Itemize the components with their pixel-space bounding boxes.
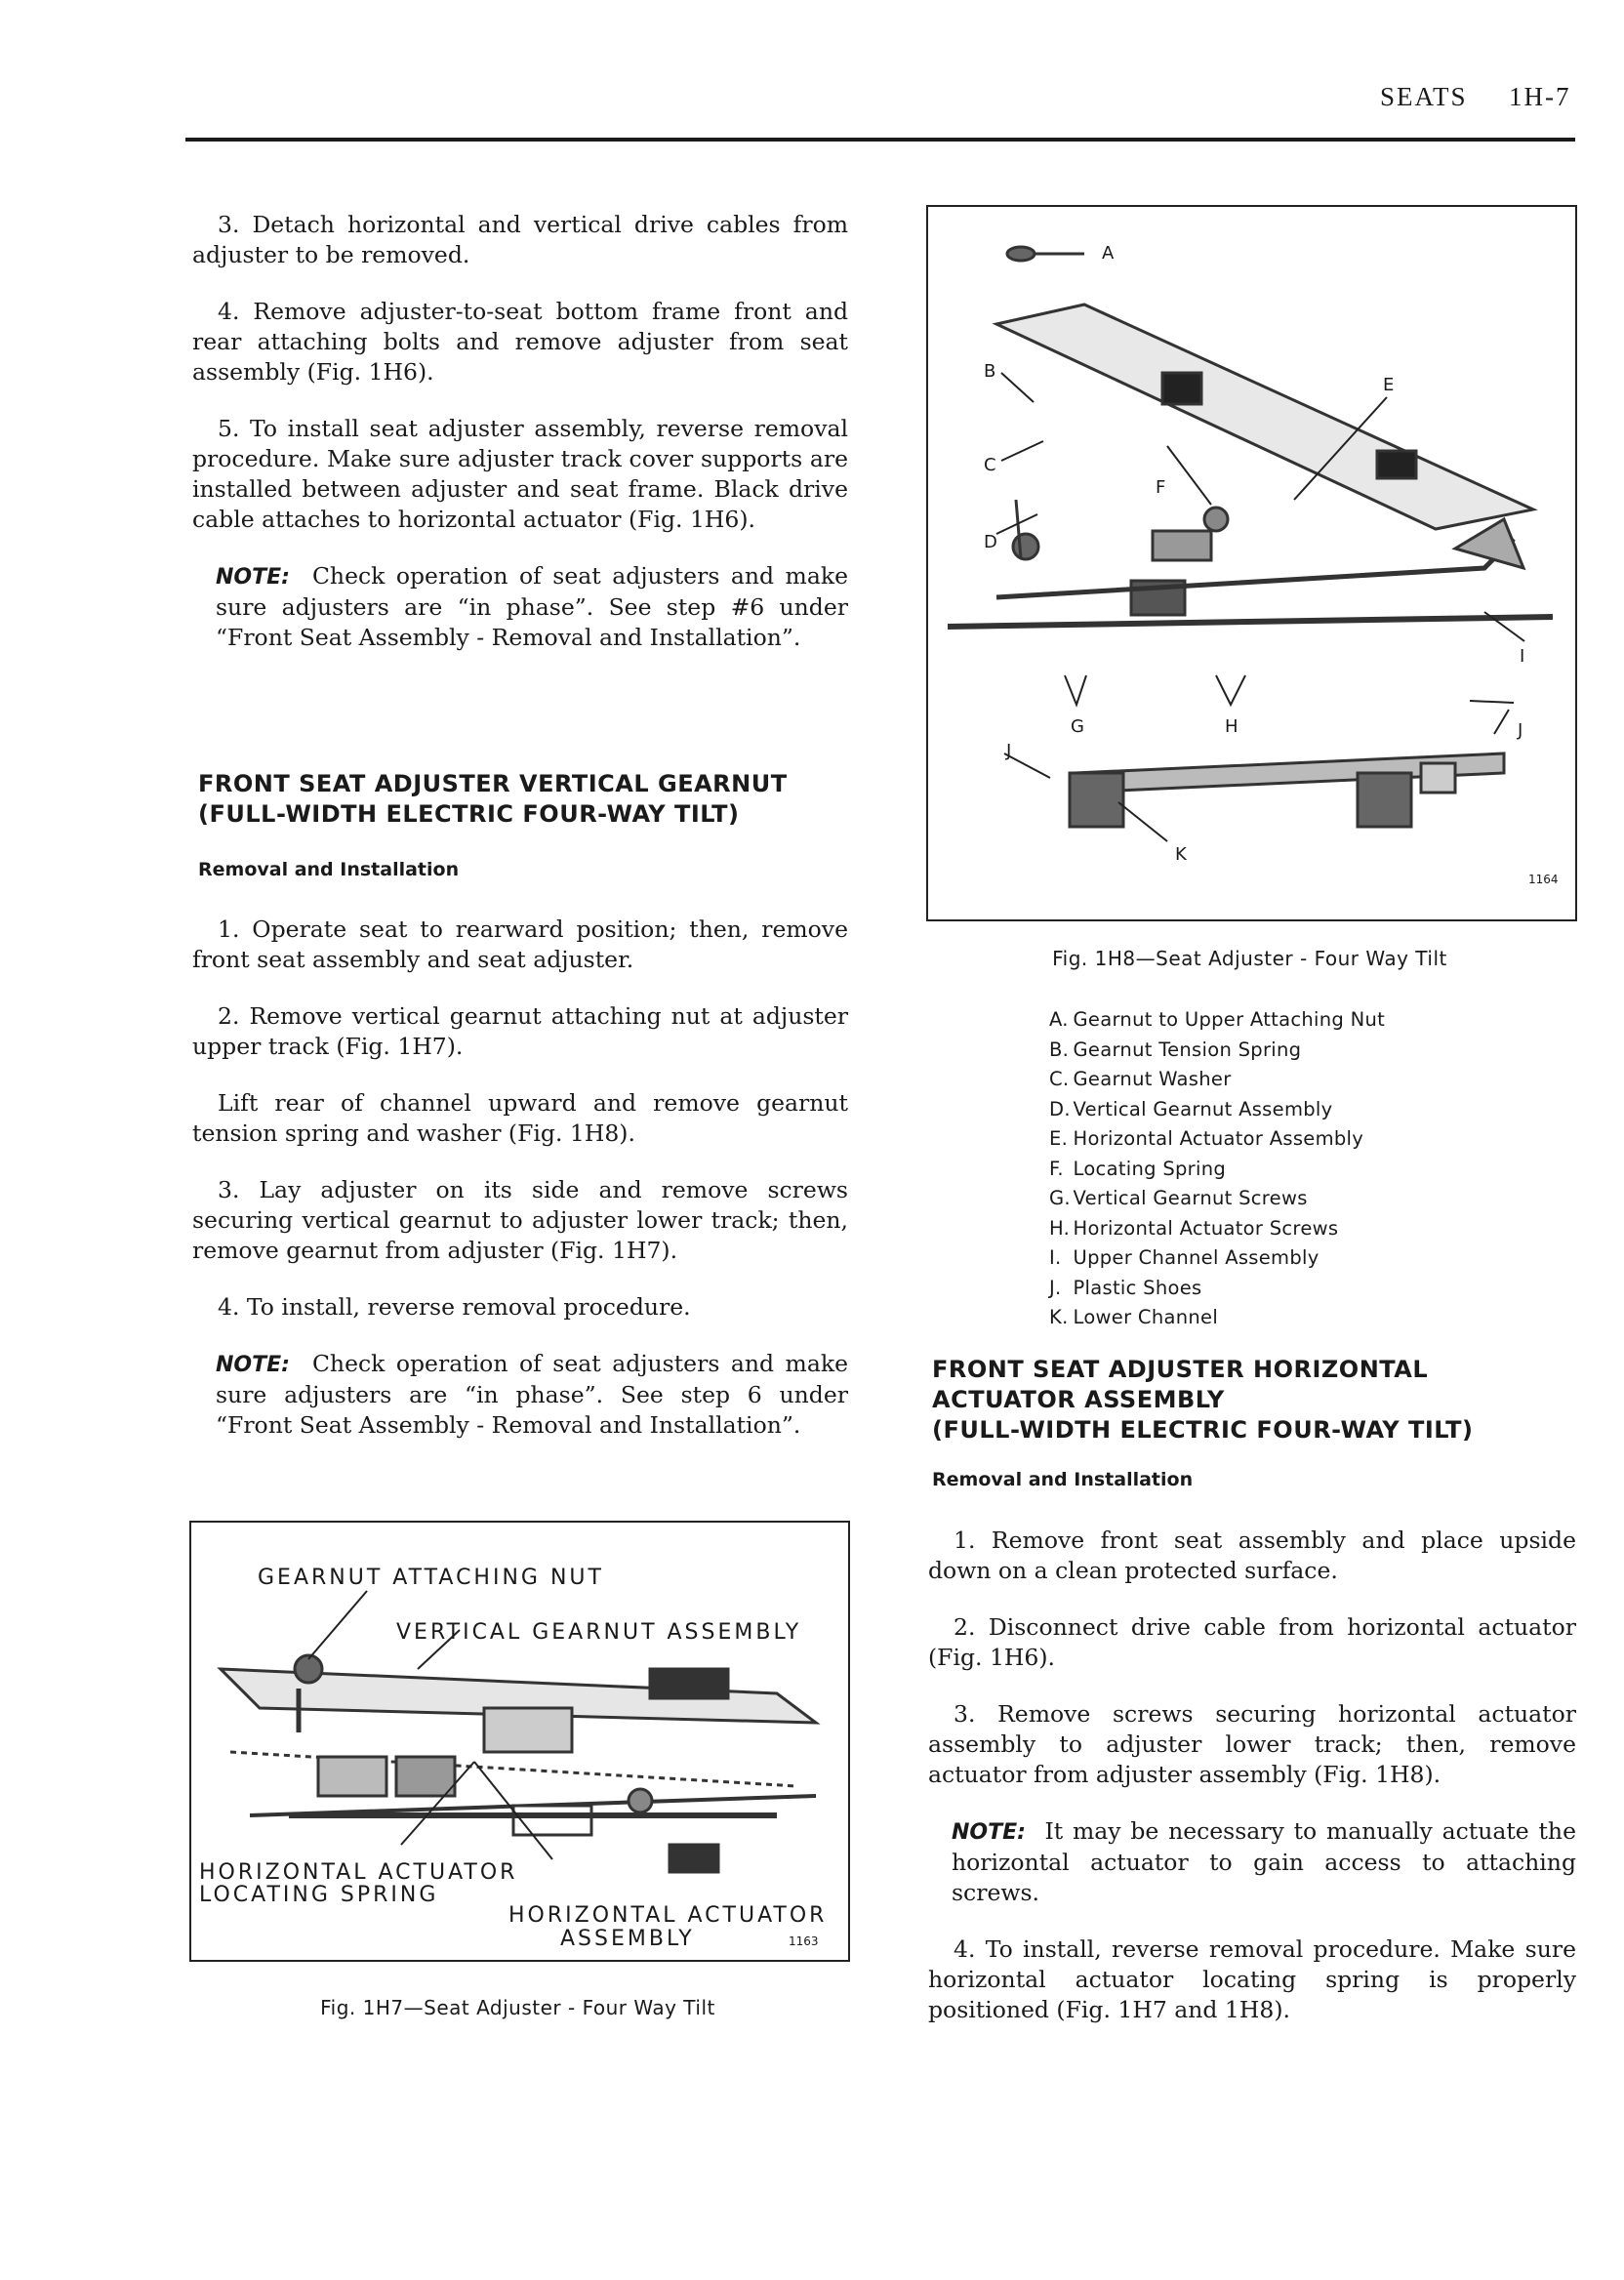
label-actuator-spring-2: LOCATING SPRING xyxy=(199,1883,439,1907)
legend-item: G. Vertical Gearnut Screws xyxy=(1049,1187,1308,1209)
s1-step-2b: Lift rear of channel upward and remove gearnut tension spring and washer (Fig. 1H8). xyxy=(192,1089,848,1147)
s1-step-3: 3. Lay adjuster on its side and remove screws securing vertical gearnut to adjuster lower track; then, remove gearnut from adjuster (Fig. 1H7). xyxy=(192,1176,848,1264)
label-vertical-gearnut-assembly: VERTICAL GEARNUT ASSEMBLY xyxy=(396,1620,802,1645)
callout-h: H xyxy=(1225,716,1238,737)
note-text: It may be necessary to manually actuate the horizontal actuator to gain access to attaching screws. xyxy=(952,1817,1576,1906)
legend-item: D. Vertical Gearnut Assembly xyxy=(1049,1097,1333,1120)
s1-step-4: 4. To install, reverse removal procedure. xyxy=(218,1293,691,1321)
legend-item: H. Horizontal Actuator Screws xyxy=(1049,1216,1339,1240)
label-actuator-assembly-1: HORIZONTAL ACTUATOR xyxy=(508,1903,828,1928)
callout-j-left: J xyxy=(1006,741,1012,761)
legend-item: I. Upper Channel Assembly xyxy=(1049,1246,1320,1269)
figure-1h8 xyxy=(926,205,1577,921)
step-5-install: 5. To install seat adjuster assembly, reverse removal procedure. Make sure adjuster track cover supports are installed between adjuster and seat frame. Black drive cable attaches to horizontal actuator (Fig. 1H6). xyxy=(192,415,848,533)
step-3-detach: 3. Detach horizontal and vertical drive cables from adjuster to be removed. xyxy=(192,211,848,268)
callout-i: I xyxy=(1520,646,1525,667)
s2-step-4: 4. To install, reverse removal procedure. Make sure horizontal actuator locating spring is properly positioned (Fig. 1H7 and 1H8). xyxy=(928,1935,1576,2023)
s1-step-2: 2. Remove vertical gearnut attaching nut at adjuster upper track (Fig. 1H7). xyxy=(192,1002,848,1060)
section2-heading-line1: FRONT SEAT ADJUSTER HORIZONTAL xyxy=(932,1356,1429,1383)
note-label: NOTE: xyxy=(216,1353,290,1377)
section-vertical-gearnut xyxy=(198,769,854,880)
s2-step-3: 3. Remove screws securing horizontal actuator assembly to adjuster lower track; then, remove actuator from adjuster assembly (Fig. 1H8). xyxy=(928,1700,1576,1788)
section-heading-line2: (FULL-WIDTH ELECTRIC FOUR-WAY TILT) xyxy=(198,800,740,828)
note-3 xyxy=(952,1816,1576,1908)
legend-item: F. Locating Spring xyxy=(1049,1157,1227,1180)
label-gearnut-attaching-nut: GEARNUT ATTACHING NUT xyxy=(258,1566,604,1590)
section-1-steps xyxy=(192,915,848,1467)
note-label: NOTE: xyxy=(952,1820,1026,1845)
s2-step-1: 1. Remove front seat assembly and place upside down on a clean protected surface. xyxy=(928,1527,1576,1584)
legend-item: A. Gearnut to Upper Attaching Nut xyxy=(1049,1008,1386,1031)
figure-number: 1164 xyxy=(1528,873,1559,886)
section2-heading-line3: (FULL-WIDTH ELECTRIC FOUR-WAY TILT) xyxy=(932,1416,1474,1444)
note-1 xyxy=(216,561,848,653)
figure-1h8-legend xyxy=(1049,1005,1385,1333)
legend-item: K. Lower Channel xyxy=(1049,1306,1219,1328)
note-2 xyxy=(216,1349,848,1441)
figure-1h7-caption: Fig. 1H7—Seat Adjuster - Four Way Tilt xyxy=(320,1996,715,2019)
s1-step-1: 1. Operate seat to rearward position; then, remove front seat assembly and seat adjuster. xyxy=(192,916,848,973)
callout-e: E xyxy=(1383,375,1395,395)
callout-j-right: J xyxy=(1518,720,1523,741)
figure-number: 1163 xyxy=(789,1934,819,1948)
section-heading-line1: FRONT SEAT ADJUSTER VERTICAL GEARNUT xyxy=(198,770,788,797)
callout-g: G xyxy=(1071,716,1084,737)
subheading-removal-2: Removal and Installation xyxy=(932,1469,1194,1490)
seat-adjuster-illustration-1h8 xyxy=(928,207,1575,919)
note-label: NOTE: xyxy=(216,565,290,590)
legend-item: E. Horizontal Actuator Assembly xyxy=(1049,1127,1364,1150)
label-actuator-spring-1: HORIZONTAL ACTUATOR xyxy=(199,1860,518,1885)
running-header-section: SEATS xyxy=(1380,82,1468,111)
note-text: Check operation of seat adjusters and make sure adjusters are “in phase”. See step #6 under “Front Seat Assembly - Removal and Installation”. xyxy=(216,562,848,651)
figure-1h8-caption: Fig. 1H8—Seat Adjuster - Four Way Tilt xyxy=(1052,947,1447,970)
figure-1h7 xyxy=(189,1521,850,1962)
section-2-steps xyxy=(928,1526,1576,2052)
legend-item: B. Gearnut Tension Spring xyxy=(1049,1038,1302,1061)
header-rule xyxy=(185,138,1575,142)
section-horizontal-actuator xyxy=(932,1355,1576,1490)
section2-heading-line2: ACTUATOR ASSEMBLY xyxy=(932,1386,1225,1413)
left-column-top xyxy=(192,210,848,679)
label-actuator-assembly-2: ASSEMBLY xyxy=(560,1927,695,1951)
callout-f: F xyxy=(1156,477,1166,498)
subheading-removal: Removal and Installation xyxy=(198,859,460,880)
note-text: Check operation of seat adjusters and make sure adjusters are “in phase”. See step 6 under “Front Seat Assembly - Removal and Installation”. xyxy=(216,1350,848,1439)
callout-b: B xyxy=(984,361,996,382)
page-number: 1H-7 xyxy=(1509,82,1571,111)
legend-item: J. Plastic Shoes xyxy=(1049,1276,1202,1299)
callout-d: D xyxy=(984,532,997,552)
step-4-remove-bolts: 4. Remove adjuster-to-seat bottom frame front and rear attaching bolts and remove adjuster from seat assembly (Fig. 1H6). xyxy=(192,298,848,386)
legend-item: C. Gearnut Washer xyxy=(1049,1068,1232,1090)
s2-step-2: 2. Disconnect drive cable from horizontal actuator (Fig. 1H6). xyxy=(928,1613,1576,1671)
callout-a: A xyxy=(1102,243,1115,264)
callout-k: K xyxy=(1175,844,1187,865)
callout-c: C xyxy=(984,455,996,475)
